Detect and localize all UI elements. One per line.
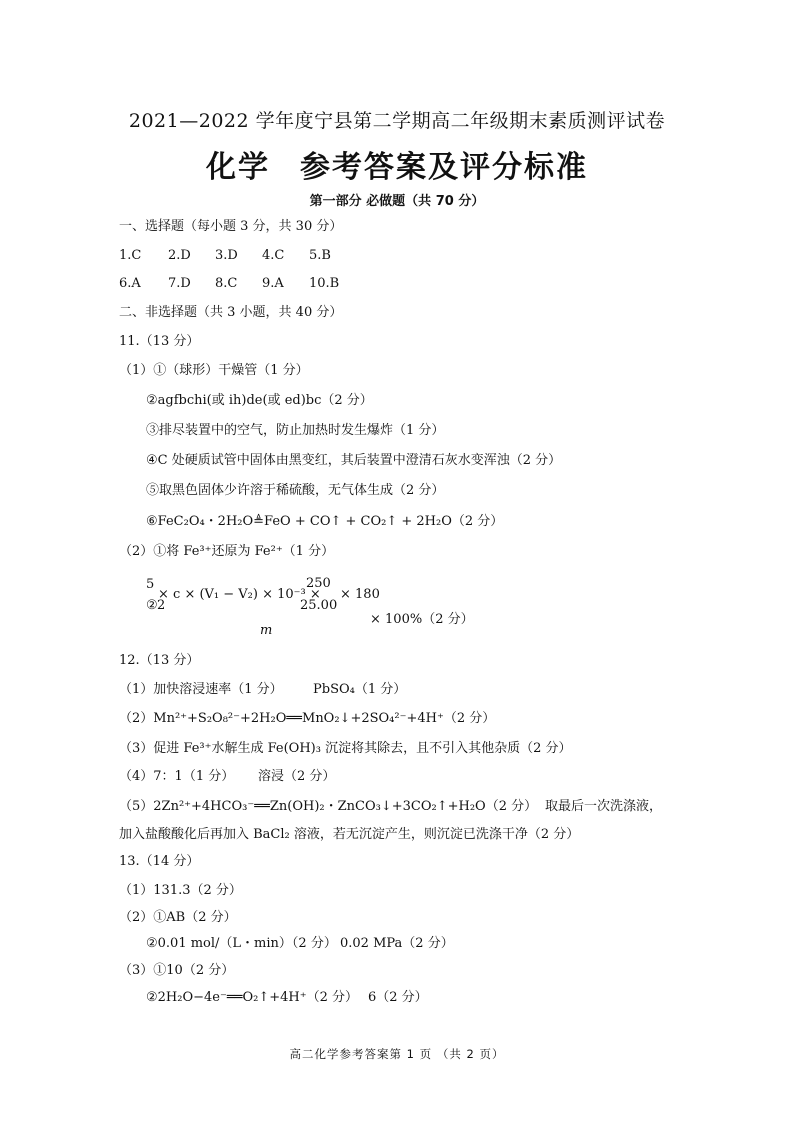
formula-m: m	[260, 623, 273, 638]
q12-line: （4）7：1（1 分）	[119, 769, 235, 784]
q12-line: （2）Mn²⁺+S₂O₈²⁻+2H₂O══MnO₂↓+2SO₄²⁻+4H⁺（2 分）	[119, 711, 496, 726]
subtitle-label: 参考答案及评分标准	[300, 150, 588, 185]
q13-line: 6（2 分）	[368, 990, 428, 1005]
formula-numerator-5: 5	[146, 577, 155, 592]
formula-denominator-2: 2	[157, 598, 166, 613]
answer-item: 3.D	[215, 248, 238, 263]
answer-item: 1.C	[119, 248, 142, 263]
answer-item: 8.C	[215, 276, 238, 291]
section1-heading: 一、选择题（每小题 3 分，共 30 分）	[119, 219, 343, 234]
page-title	[0, 142, 794, 186]
q11-line: （1）①（球形）干燥管（1 分）	[119, 363, 309, 378]
q11-line: （2）①将 Fe³⁺还原为 Fe²⁺（1 分）	[119, 544, 335, 559]
q11-line: ④C 处硬质试管中固体由黑变红，其后装置中澄清石灰水变浑浊（2 分）	[146, 453, 562, 468]
part-heading: 第一部分 必做题（共 70 分）	[309, 194, 485, 209]
q12-title: 12.（13 分）	[119, 653, 200, 668]
q13-line: （2）①AB（2 分）	[119, 910, 237, 925]
q12-line: 加入盐酸酸化后再加入 BaCl₂ 溶液，若无沉淀产生，则沉淀已洗涤干净（2 分）	[119, 827, 580, 842]
answer-item: 5.B	[309, 248, 331, 263]
q12-line: （5）2Zn²⁺+4HCO₃⁻══Zn(OH)₂・ZnCO₃↓+3CO₂↑+H₂O（2 分）	[119, 799, 538, 814]
q13-line: （1）131.3（2 分）	[119, 883, 242, 898]
page-footer: 高二化学参考答案第 1 页 （共 2 页）	[289, 1047, 505, 1061]
formula-circle-2: ②	[146, 598, 158, 613]
q11-line: ③排尽装置中的空气，防止加热时发生爆炸（1 分）	[146, 423, 445, 438]
answer-item: 2.D	[168, 248, 191, 263]
q11-line: ②agfbchi(或 ih)de(或 ed)bc（2 分）	[146, 393, 373, 408]
formula-tail: × 180	[340, 587, 380, 602]
q11-line: ⑥FeC₂O₄・2H₂O≜FeO + CO↑ + CO₂↑ + 2H₂O（2 分）	[146, 514, 504, 529]
q11-line: ⑤取黑色固体少许溶于稀硫酸，无气体生成（2 分）	[146, 483, 445, 498]
q13-line: （3）①10（2 分）	[119, 963, 235, 978]
section2-heading: 二、非选择题（共 3 小题，共 40 分）	[119, 305, 343, 320]
answer-item: 6.A	[119, 276, 141, 291]
q12-line: PbSO₄（1 分）	[313, 682, 407, 697]
q12-line: 溶浸（2 分）	[258, 769, 336, 784]
q12-line: （1）加快溶浸速率（1 分）	[119, 682, 283, 697]
q11-title: 11.（13 分）	[119, 334, 200, 349]
q12-line: （3）促进 Fe³⁺水解生成 Fe(OH)₃ 沉淀将其除去，且不引入其他杂质（2 分）	[119, 741, 572, 756]
q12-line: 取最后一次洗涤液，	[545, 799, 663, 814]
formula-middle: × c × (V₁ − V₂) × 10⁻³ ×	[158, 587, 321, 602]
q13-title: 13.（14 分）	[119, 854, 200, 869]
exam-title: 2021—2022 学年度宁县第二学期高二年级期末素质测评试卷	[128, 110, 666, 132]
answer-item: 10.B	[309, 276, 340, 291]
formula-denominator-25: 25.00	[300, 598, 338, 613]
q13-line: ②2H₂O−4e⁻══O₂↑+4H⁺（2 分）	[146, 990, 359, 1005]
formula-percent: × 100%（2 分）	[370, 612, 474, 627]
q13-line: 0.02 MPa（2 分）	[340, 936, 454, 951]
q13-line: ②0.01 mol/（L・min）（2 分）	[146, 936, 337, 951]
formula-numerator-250: 250	[306, 576, 331, 591]
answer-item: 4.C	[262, 248, 285, 263]
answer-item: 7.D	[168, 276, 191, 291]
subject-label: 化学	[206, 150, 270, 185]
answer-item: 9.A	[262, 276, 284, 291]
